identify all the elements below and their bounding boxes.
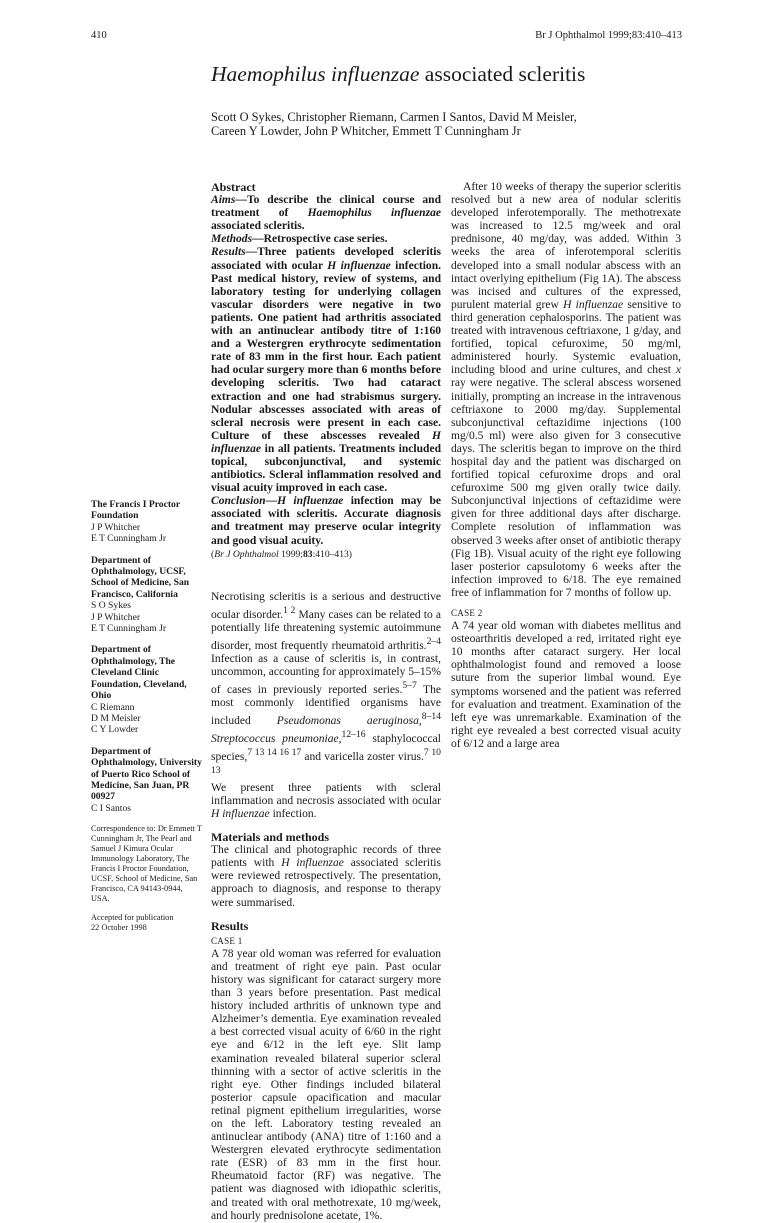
intro-text: Many cases can be related to a potentially life threatening systemic autoimmune disorder, most frequently rheumatoid arthritis. <box>211 608 442 652</box>
case-1-paragraph-2 <box>451 181 681 600</box>
affiliation-person: C I Santos <box>91 802 131 814</box>
authors-line-1: Scott O Sykes, Christopher Riemann, Carmen I Santos, David M Meisler, <box>211 110 577 124</box>
ref-sup: 5–7 <box>402 679 417 691</box>
intro-paragraph: Necrotising scleritis is a serious and destructive ocular disorder.$^{1 2}$ Many cases can be related to a potentially life threatening systemic autoimmune disorder, most frequently rheumatoid arthritis.$^{2-4}$ Infection as a cause of scleritis is, in contrast, uncommon, accounting for approximately 5–15% of cases in previously reported series.$^{5-7}$ The most commonly identified organisms have included Pseudomonas aeruginosa,$^{8-14}$ Streptococcus pneumoniae,$^{12-16}$ staphylococcal species,$^{7 13 14 16 17}$ and varicella zoster virus.$^{7 10 13}$ <box>211 590 442 776</box>
organism: H influenzae <box>281 857 344 870</box>
cite-volume: 83 <box>302 548 313 560</box>
organism: Pseudomonas aeruginosa <box>276 714 419 727</box>
aims-text-end: associated scleritis. <box>211 220 305 233</box>
ref-sup: 12–16 <box>341 728 366 740</box>
affiliation-person: C Y Lowder <box>91 724 139 736</box>
methods-text: The clinical and photographic records of three patients with <box>211 844 441 870</box>
accepted-label: Accepted for publication <box>91 913 174 923</box>
author-list <box>211 110 681 138</box>
affiliation-dept: Department of Ophthalmology, The Cleveland Clinic Foundation, Cleveland, Ohio <box>91 644 187 702</box>
affiliation-person: D M Meisler <box>91 712 141 724</box>
affiliation-person: J P Whitcher <box>91 611 141 623</box>
correspondence: Correspondence to: Dr Emmett T Cunningham Jr, The Pearl and Samuel J Kimura Ocular Immunology Laboratory, The Francis I Proctor Foundation, UCSF, School of Medicine, San Francisco, CA 94143-0944, USA. <box>91 824 202 903</box>
affiliation-dept: Department of Ophthalmology, University of Puerto Rico School of Medicine, San Juan, PR 00927 <box>91 745 202 803</box>
ref-sup: 7 10 13 <box>211 746 441 776</box>
affiliation-block <box>91 555 203 635</box>
accepted-date <box>91 913 203 933</box>
case-1-paragraph: A 78 year old woman was referred for evaluation and treatment of right eye pain. Past ocular history was significant for cataract surgery more than 3 years before presentation. Past medical history included arthritis of unknown type and Alzheimer’s dementia. Eye examination revealed a best corrected visual acuity of 6/60 in the right eye and 6/12 in the left eye. Slit lamp examination revealed bilateral superior scleral thinning with a sector of active scleritis in the right eye. Other findings included bilateral posterior capsule opacification and macular retinal pigment epithelium irregularities, worse on the left. Laboratory testing revealed an antinuclear antibody (ANA) titre of 1:160 and a Westergren elevated erythrocyte sedimentation rate (ESR) of 83 mm in the first hour. Rheumatoid factor (RF) was negative. The patient was diagnosed with idiopathic scleritis, and treated with oral methotrexate, 10 mg/week, and hourly prednisolone acetate, 1%. <box>211 947 441 1222</box>
intro-text: Infection as a cause of scleritis is, in contrast, uncommon, accounting for approximately 5–15% of cases in previously reported series. <box>211 652 441 696</box>
aims-label: Aims <box>211 194 236 207</box>
organism: H influenzae <box>563 298 624 311</box>
affiliations-sidebar <box>91 499 203 933</box>
affiliation-dept: The Francis I Proctor Foundation <box>91 499 180 522</box>
ref-sup: 1 2 <box>283 604 296 616</box>
intro-text: The most commonly identified organisms have included <box>211 683 441 727</box>
conclusion-label: Conclusion <box>211 495 266 508</box>
methods-text: associated scleritis were reviewed retrospectively. The presentation, approach to diagnosis, and response to therapy were summarised. <box>211 857 442 909</box>
affiliation-block <box>91 644 203 735</box>
results-label: Results <box>211 246 246 259</box>
title-rest: associated scleritis <box>419 62 586 86</box>
conclusion-organism: H influenzae <box>277 495 344 508</box>
cite-year: 1999; <box>278 548 303 560</box>
abstract-methods <box>211 233 441 246</box>
affiliation-person: E T Cunningham Jr <box>91 533 167 545</box>
affiliation-person: S O Sykes <box>91 600 131 612</box>
affiliation-person: E T Cunningham Jr <box>91 623 167 635</box>
methods-text: —Retrospective case series. <box>252 233 388 246</box>
cite-journal: Br J Ophthalmol <box>214 548 279 560</box>
abstract-heading: Abstract <box>211 180 256 194</box>
case-1-label: CASE 1 <box>211 935 243 946</box>
authors-line-2: Careen Y Lowder, John P Whitcher, Emmett T Cunningham Jr <box>211 124 521 138</box>
affiliation-dept: Department of Ophthalmology, UCSF, School of Medicine, San Francisco, California <box>91 554 190 600</box>
accepted-value: 22 October 1998 <box>91 923 147 933</box>
aims-organism: Haemophilus influenzae <box>307 207 441 220</box>
organism: H influenzae <box>211 807 270 820</box>
aims-text: —To describe the clinical course and treatment of <box>211 194 441 220</box>
results-text: —Three patients developed scleritis associated with ocular <box>211 246 441 272</box>
intro-text: infection. <box>269 807 317 820</box>
affiliation-block <box>91 499 203 545</box>
methods-label: Methods <box>211 233 253 246</box>
ref-sup: 7 13 14 16 17 <box>247 746 302 758</box>
results-organism: H influenzae <box>211 429 441 455</box>
case-2-label: CASE 2 <box>451 608 483 618</box>
column-left <box>211 180 442 1222</box>
case-2-paragraph: A 74 year old woman with diabetes mellitus and osteoarthritis developed a red, irritated right eye 10 months after cataract surgery. Her local ophthalmologist found and removed a loose suture from the superior limbal wound. Eye symptoms worsened and the patient was referred for evaluation and treatment. Examination of the left eye was unremarkable. Examination of the right eye revealed a best corrected visual acuity of 6/12 and a large area <box>451 620 681 750</box>
cite-pages: :410–413) <box>312 548 353 560</box>
results-text: in all patients. Treatments included topical, subconjunctival, and systemic antibiotics. Scleral inflammation resolved and visual acuity improved in each case. <box>211 442 441 495</box>
ref-sup: 2–4 <box>426 635 441 647</box>
results-text: infection. Past medical history, review of systems, and laboratory testing for underlying collagen vascular disorders were negative in two patients. One patient had arthritis associated with an antinuclear antibody titre of 1:160 and a Westergren erythrocyte sedimentation rate of 83 mm in the first hour. Each patient had ocular surgery more than 6 months before developing scleritis. Two had cataract extraction and one had strabismus surgery. Nodular abscesses associated with areas of scleral necrosis were present in each case. Culture of these abscesses revealed <box>211 259 442 442</box>
intro-text: and varicella zoster virus. <box>301 750 424 763</box>
abstract-conclusion <box>211 495 441 547</box>
abstract-results <box>211 246 441 495</box>
ref-sup: 8–14 <box>421 711 441 722</box>
page-number: 410 <box>91 30 107 41</box>
conclusion-text: infection may be associated with scleritis. Accurate diagnosis and treatment may preserve ocular integrity and good visual acuity. <box>211 495 441 547</box>
methods-heading: Materials and methods <box>211 830 329 845</box>
abstract-aims <box>211 194 441 233</box>
intro-text: We present three patients with scleral inflammation and necrosis associated with ocular <box>211 781 441 807</box>
methods-paragraph <box>211 844 441 909</box>
affiliation-person: C Riemann <box>91 701 135 713</box>
conclusion-dash: — <box>265 495 278 508</box>
intro-text: Necrotising scleritis is a serious and destructive ocular disorder. <box>211 590 441 621</box>
affiliation-block <box>91 746 203 814</box>
case-text: After 10 weeks of therapy the superior scleritis resolved but a new area of nodular scleritis developed inferotemporally. The methotrexate was increased to 12.5 mg/week and oral prednisone, 40 mg/day, was added. Within 3 weeks the area of inferotemporal scleritis developed into a small nodular abscess with an intact overlying epithelium (Fig 1A). The abscess was incised and cultures of the expressed, purulent material grew <box>451 181 681 311</box>
results-organism: H influenzae <box>327 259 391 272</box>
case-text: ray were negative. The scleral abscess worsened initially, prompting an increase in the intravenous ceftriaxone to 2000 mg/day. Supplemental subconjunctival ceftazidime injections (100 mg/0.5 ml) were also given for 3 consecutive days. The scleritis began to improve on the third hospital day and the patient was discharged on fortified topical cefuroxime drops and oral cefuroxime 500 mg given orally twice daily. Subconjunctival injections of ceftazidime were given for three additional days after discharge. Complete resolution of inflammation was observed 3 weeks after onset of antibiotic therapy (Fig 1B). Visual acuity of the right eye following laser posterior capsulotomy 6 weeks after the infection improved to 6/18. The eye remained free of inflammation for 7 months of follow up. <box>451 377 681 599</box>
intro-text: staphylococcal species, <box>211 732 441 763</box>
abstract-citation <box>211 548 441 561</box>
affiliation-person: J P Whitcher <box>91 521 141 533</box>
column-right <box>451 181 681 981</box>
journal-citation: Br J Ophthalmol 1999;83:410–413 <box>535 30 682 41</box>
intro-paragraph-2 <box>211 782 441 821</box>
case-text: sensitive to third generation cephalosporins. The patient was treated with intravenous ceftriaxone, 1 g/day, and fortified, topical cefuroxime, 50 mg/ml, administered hourly. Systemic evaluation, including blood and urine cultures, and chest <box>451 298 681 377</box>
results-heading: Results <box>211 918 249 933</box>
case-x: x <box>675 364 681 377</box>
cite-open: ( <box>211 548 215 560</box>
organism: Streptococcus pneumoniae <box>211 732 339 745</box>
article-title <box>211 62 585 87</box>
title-organism: Haemophilus influenzae <box>211 62 420 86</box>
